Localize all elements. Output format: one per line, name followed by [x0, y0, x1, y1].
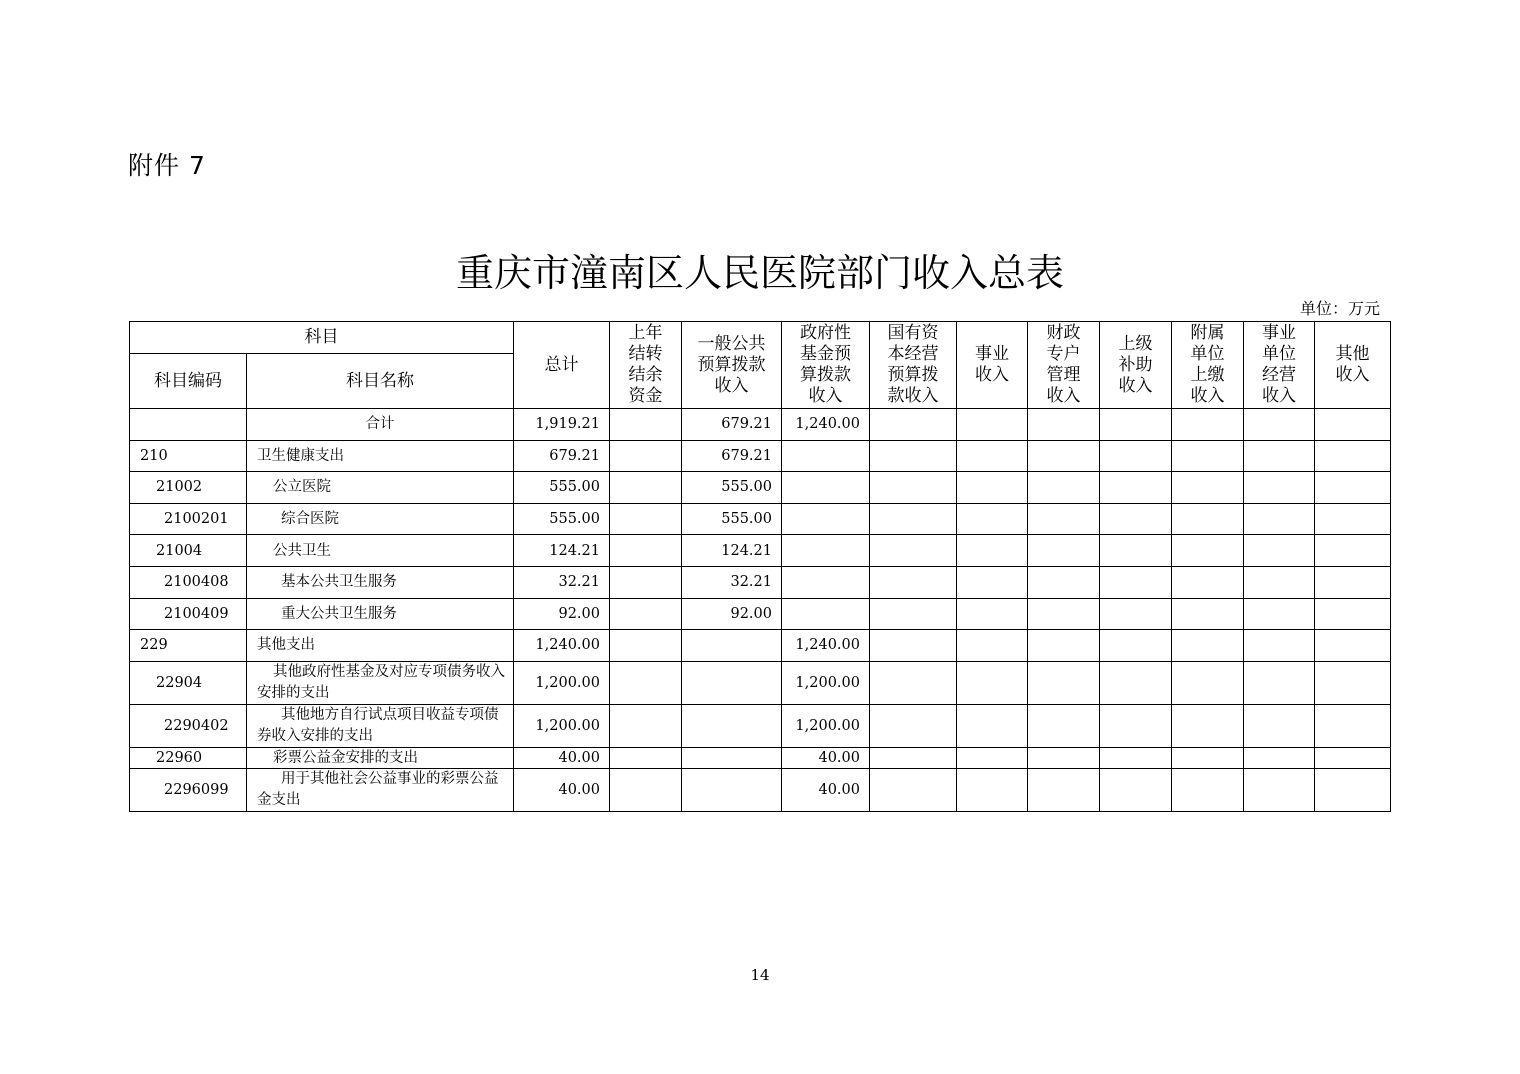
table-row: [130, 630, 1391, 662]
cell-carryover: [610, 704, 682, 747]
cell-carryover: [610, 409, 682, 441]
header-business-operation: 事业 单位 经营 收入: [1244, 322, 1315, 409]
cell-code: 21002: [130, 472, 247, 504]
cell-empty: [1244, 598, 1315, 630]
cell-empty: [1028, 747, 1100, 768]
unit-label: 单位：万元: [1299, 299, 1380, 318]
cell-carryover: [610, 503, 682, 535]
cell-empty: [1244, 704, 1315, 747]
cell-code: 22960: [130, 747, 247, 768]
header-business-income: 事业 收入: [957, 322, 1028, 409]
cell-code: 2100201: [130, 503, 247, 535]
cell-empty: [1315, 768, 1391, 811]
cell-carryover: [610, 630, 682, 662]
cell-empty: [1100, 440, 1172, 472]
cell-empty: [957, 503, 1028, 535]
cell-empty: [1100, 598, 1172, 630]
cell-fund: [782, 440, 870, 472]
cell-carryover: [610, 566, 682, 598]
cell-empty: [957, 409, 1028, 441]
cell-name: 其他政府性基金及对应专项债务收入安排的支出: [247, 661, 514, 704]
cell-total: 124.21: [514, 535, 610, 567]
cell-empty: [1028, 768, 1100, 811]
cell-empty: [1315, 472, 1391, 504]
cell-total: 1,200.00: [514, 661, 610, 704]
attachment-label: 附件 7: [128, 151, 206, 180]
cell-empty: [1100, 704, 1172, 747]
cell-fund: 1,200.00: [782, 704, 870, 747]
header-total: 总计: [514, 322, 610, 409]
cell-empty: [1100, 747, 1172, 768]
cell-empty: [1315, 566, 1391, 598]
cell-fund: 40.00: [782, 768, 870, 811]
cell-carryover: [610, 472, 682, 504]
cell-empty: [870, 535, 957, 567]
cell-empty: [1028, 409, 1100, 441]
cell-empty: [1028, 503, 1100, 535]
cell-empty: [1172, 598, 1244, 630]
cell-empty: [1244, 747, 1315, 768]
cell-empty: [1028, 630, 1100, 662]
cell-code: 21004: [130, 535, 247, 567]
cell-empty: [870, 661, 957, 704]
cell-name: 用于其他社会公益事业的彩票公益金支出: [247, 768, 514, 811]
cell-general: [682, 704, 782, 747]
cell-empty: [870, 503, 957, 535]
cell-empty: [870, 598, 957, 630]
cell-general: 124.21: [682, 535, 782, 567]
cell-empty: [1315, 503, 1391, 535]
header-other-income: 其他 收入: [1315, 322, 1391, 409]
cell-empty: [957, 747, 1028, 768]
cell-empty: [957, 598, 1028, 630]
cell-empty: [1244, 535, 1315, 567]
cell-empty: [1315, 535, 1391, 567]
cell-empty: [1100, 768, 1172, 811]
cell-general: 679.21: [682, 440, 782, 472]
cell-empty: [957, 440, 1028, 472]
document-title: 重庆市潼南区人民医院部门收入总表: [455, 251, 1064, 295]
cell-fund: [782, 535, 870, 567]
cell-empty: [1028, 566, 1100, 598]
cell-empty: [1100, 535, 1172, 567]
cell-empty: [1172, 747, 1244, 768]
cell-general: 32.21: [682, 566, 782, 598]
cell-empty: [1172, 472, 1244, 504]
cell-empty: [870, 566, 957, 598]
cell-empty: [1315, 661, 1391, 704]
table-row: [130, 768, 1391, 811]
header-gov-fund: 政府性 基金预 算拨款 收入: [782, 322, 870, 409]
cell-general: [682, 630, 782, 662]
cell-fund: 1,200.00: [782, 661, 870, 704]
cell-empty: [1172, 630, 1244, 662]
cell-total: 1,200.00: [514, 704, 610, 747]
cell-empty: [957, 768, 1028, 811]
cell-name: 基本公共卫生服务: [247, 566, 514, 598]
cell-total: 679.21: [514, 440, 610, 472]
cell-general: 555.00: [682, 503, 782, 535]
cell-empty: [1244, 472, 1315, 504]
cell-code: 2100408: [130, 566, 247, 598]
cell-empty: [870, 704, 957, 747]
cell-empty: [1028, 598, 1100, 630]
cell-fund: [782, 566, 870, 598]
cell-empty: [1315, 747, 1391, 768]
cell-total: 40.00: [514, 747, 610, 768]
cell-code: 210: [130, 440, 247, 472]
cell-total: 92.00: [514, 598, 610, 630]
cell-code: 2100409: [130, 598, 247, 630]
cell-empty: [1100, 661, 1172, 704]
cell-carryover: [610, 661, 682, 704]
cell-empty: [1028, 440, 1100, 472]
cell-empty: [1315, 440, 1391, 472]
cell-empty: [1172, 535, 1244, 567]
cell-empty: [1172, 566, 1244, 598]
cell-empty: [957, 661, 1028, 704]
cell-general: [682, 661, 782, 704]
cell-name: 公立医院: [247, 472, 514, 504]
cell-empty: [957, 704, 1028, 747]
cell-empty: [870, 440, 957, 472]
cell-total: 32.21: [514, 566, 610, 598]
cell-general: [682, 768, 782, 811]
cell-empty: [1315, 704, 1391, 747]
cell-code: 22904: [130, 661, 247, 704]
cell-carryover: [610, 747, 682, 768]
cell-code: 2290402: [130, 704, 247, 747]
cell-empty: [1172, 704, 1244, 747]
header-affiliated-turnover: 附属 单位 上缴 收入: [1172, 322, 1244, 409]
cell-empty: [1100, 503, 1172, 535]
cell-empty: [870, 630, 957, 662]
cell-general: 679.21: [682, 409, 782, 441]
header-general-budget: 一般公共 预算拨款 收入: [682, 322, 782, 409]
table-row: [130, 704, 1391, 747]
cell-total: 555.00: [514, 503, 610, 535]
cell-empty: [1028, 472, 1100, 504]
cell-empty: [1315, 630, 1391, 662]
cell-empty: [1172, 503, 1244, 535]
cell-empty: [1244, 630, 1315, 662]
cell-name: 其他地方自行试点项目收益专项债券收入安排的支出: [247, 704, 514, 747]
cell-empty: [1244, 440, 1315, 472]
cell-name: 彩票公益金安排的支出: [247, 747, 514, 768]
table-row: [130, 440, 1391, 472]
cell-empty: [1244, 661, 1315, 704]
cell-empty: [870, 768, 957, 811]
cell-total: 40.00: [514, 768, 610, 811]
cell-total: 555.00: [514, 472, 610, 504]
header-fiscal-special: 财政 专户 管理 收入: [1028, 322, 1100, 409]
cell-empty: [1028, 661, 1100, 704]
cell-general: 555.00: [682, 472, 782, 504]
cell-empty: [1244, 566, 1315, 598]
cell-empty: [1100, 566, 1172, 598]
cell-general: [682, 747, 782, 768]
header-subject: 科目: [130, 322, 514, 354]
cell-empty: [1172, 768, 1244, 811]
cell-empty: [1172, 409, 1244, 441]
cell-empty: [957, 566, 1028, 598]
header-state-capital: 国有资 本经营 预算拨 款收入: [870, 322, 957, 409]
cell-empty: [1100, 472, 1172, 504]
header-subject-code: 科目编码: [130, 354, 247, 409]
cell-empty: [1100, 409, 1172, 441]
cell-empty: [957, 630, 1028, 662]
cell-empty: [1028, 535, 1100, 567]
cell-code: 2296099: [130, 768, 247, 811]
cell-empty: [1172, 440, 1244, 472]
cell-fund: 40.00: [782, 747, 870, 768]
header-superior-subsidy: 上级 补助 收入: [1100, 322, 1172, 409]
cell-empty: [1244, 503, 1315, 535]
cell-fund: 1,240.00: [782, 409, 870, 441]
table-row: [130, 598, 1391, 630]
cell-carryover: [610, 535, 682, 567]
table-row: [130, 503, 1391, 535]
cell-name: 卫生健康支出: [247, 440, 514, 472]
cell-empty: [870, 409, 957, 441]
cell-empty: [1100, 630, 1172, 662]
cell-empty: [957, 535, 1028, 567]
cell-name: 合计: [247, 409, 514, 441]
cell-name: 综合医院: [247, 503, 514, 535]
cell-empty: [957, 472, 1028, 504]
table-row: [130, 472, 1391, 504]
cell-name: 其他支出: [247, 630, 514, 662]
cell-empty: [870, 472, 957, 504]
table-row: [130, 747, 1391, 768]
cell-name: 公共卫生: [247, 535, 514, 567]
cell-fund: 1,240.00: [782, 630, 870, 662]
income-summary-table: [129, 321, 1391, 812]
cell-empty: [1315, 598, 1391, 630]
header-prev-year-carryover: 上年 结转 结余 资金: [610, 322, 682, 409]
cell-empty: [1315, 409, 1391, 441]
cell-empty: [1244, 768, 1315, 811]
cell-code: [130, 409, 247, 441]
cell-general: 92.00: [682, 598, 782, 630]
table-row: [130, 661, 1391, 704]
cell-carryover: [610, 768, 682, 811]
cell-fund: [782, 598, 870, 630]
cell-empty: [1244, 409, 1315, 441]
cell-total: 1,919.21: [514, 409, 610, 441]
header-subject-name: 科目名称: [247, 354, 514, 409]
cell-total: 1,240.00: [514, 630, 610, 662]
cell-empty: [1172, 661, 1244, 704]
cell-empty: [1028, 704, 1100, 747]
cell-carryover: [610, 440, 682, 472]
cell-fund: [782, 472, 870, 504]
cell-carryover: [610, 598, 682, 630]
cell-empty: [870, 747, 957, 768]
table-row: [130, 566, 1391, 598]
cell-code: 229: [130, 630, 247, 662]
page-number: 14: [750, 966, 770, 984]
cell-name: 重大公共卫生服务: [247, 598, 514, 630]
cell-fund: [782, 503, 870, 535]
table-row: [130, 409, 1391, 441]
table-row: [130, 535, 1391, 567]
